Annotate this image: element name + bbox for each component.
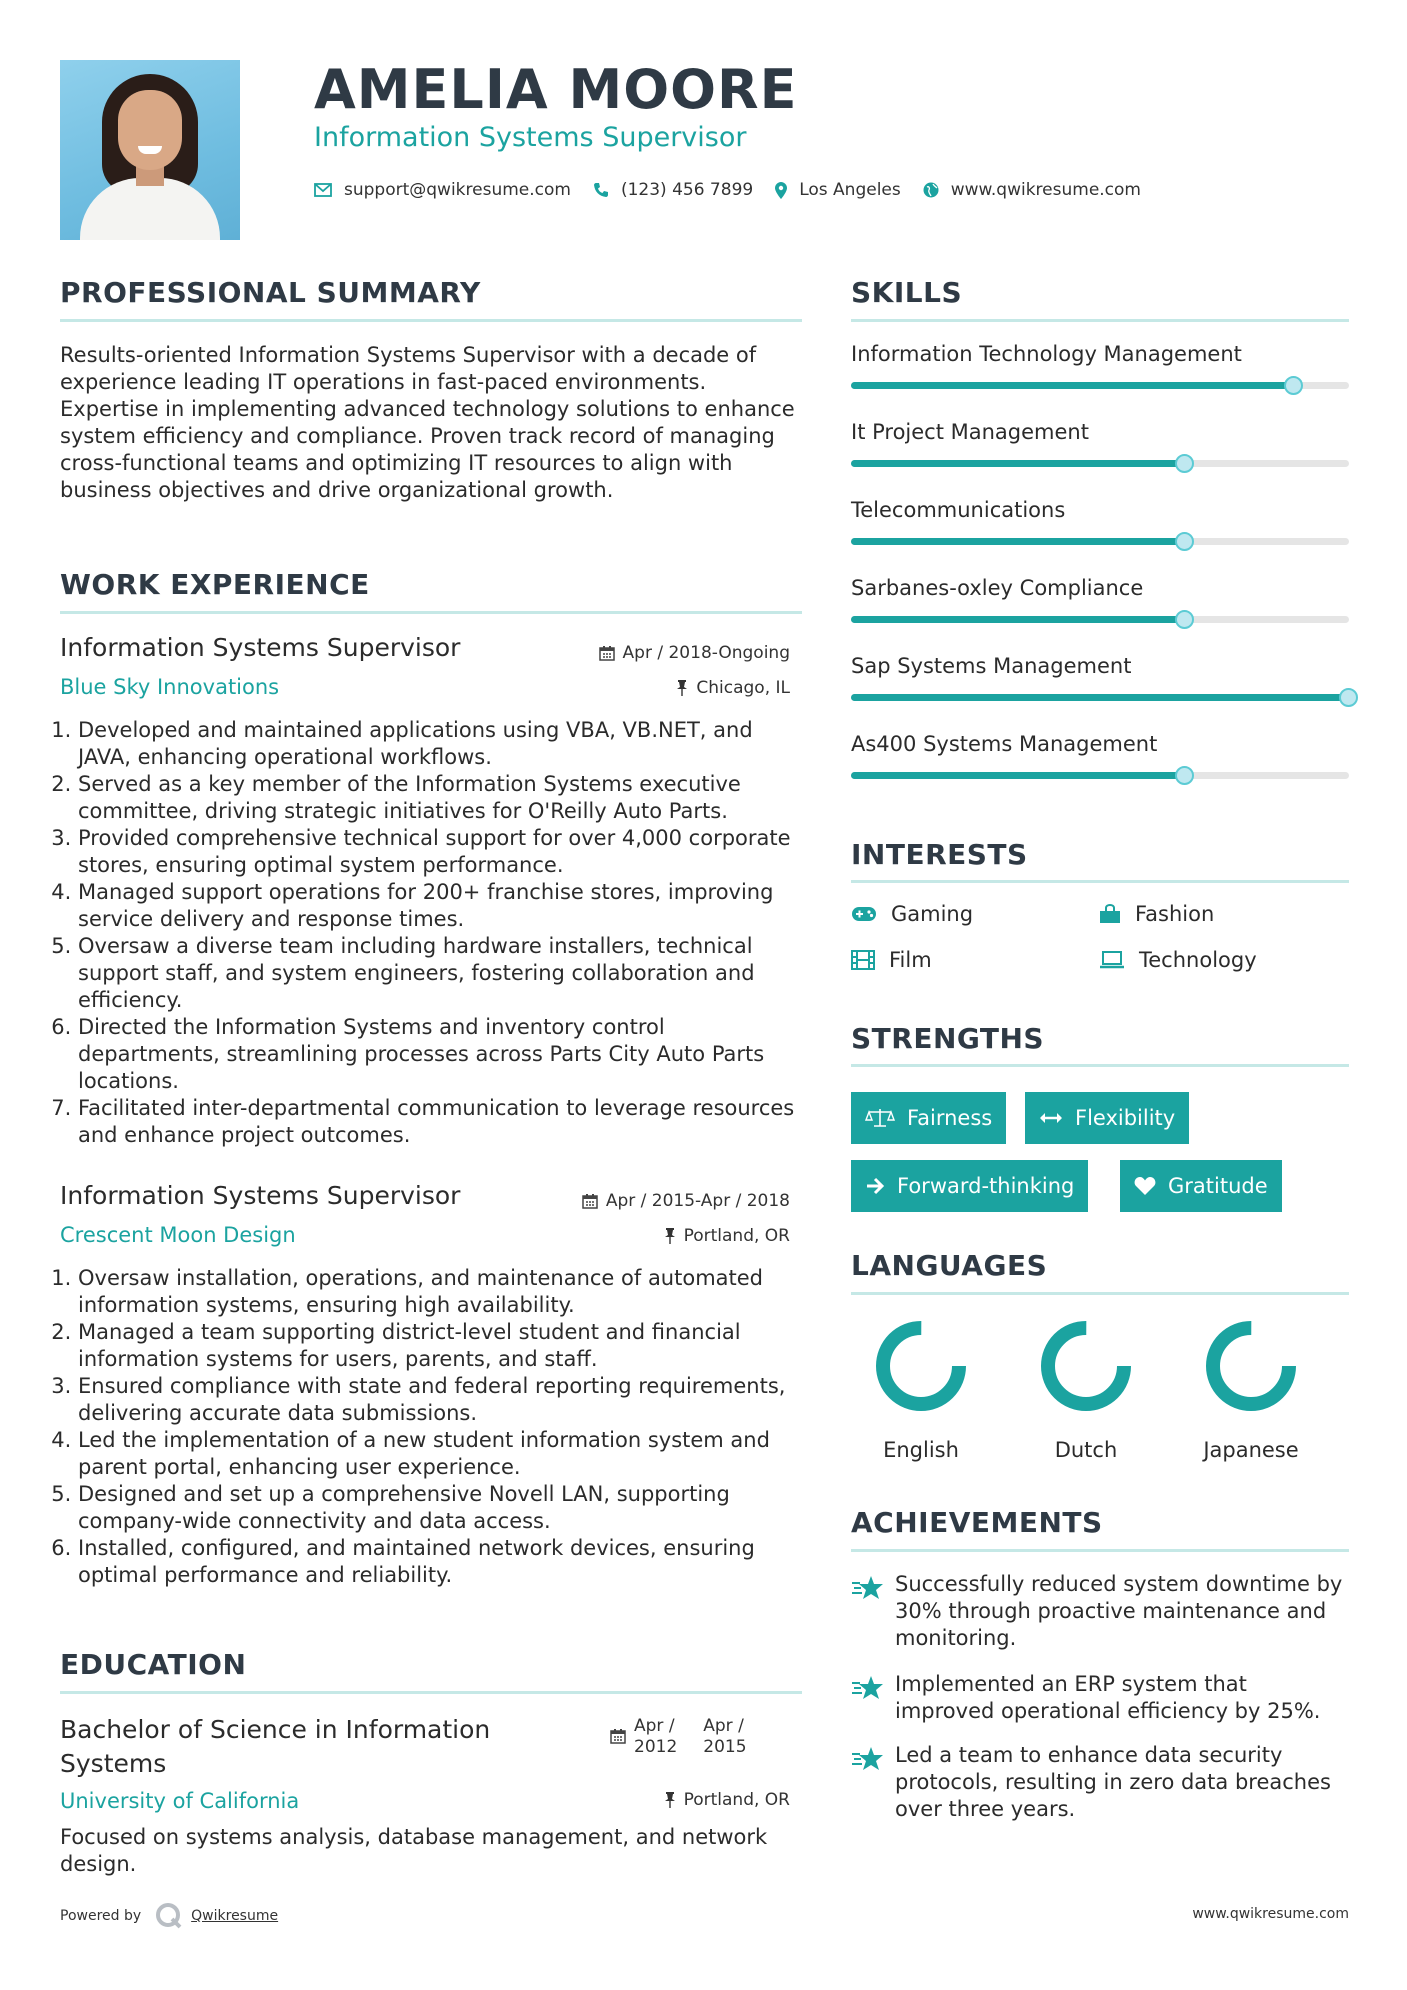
star-icon: [851, 1671, 895, 1725]
list-item: 5. Designed and set up a comprehensive Novell LAN, supporting company-wide connectivity and data access.: [78, 1481, 800, 1535]
pushpin-icon: [664, 1792, 676, 1808]
skill-label: It Project Management: [851, 420, 1089, 444]
job-location: Chicago, IL: [676, 678, 790, 698]
arrow-right-icon: [865, 1176, 885, 1196]
skill-bar-fill: [851, 460, 1185, 467]
laptop-icon: [1099, 951, 1125, 969]
footer-url[interactable]: www.qwikresume.com: [1192, 1906, 1349, 1922]
achievement-item: Implemented an ERP system that improved operational efficiency by 25%.: [851, 1671, 1351, 1725]
language-ring: [1203, 1318, 1299, 1414]
list-item: 4. Led the implementation of a new student information system and parent portal, enhancing user experience.: [78, 1427, 800, 1481]
strengths-divider: [851, 1064, 1349, 1067]
skill-bar-fill: [851, 616, 1185, 623]
envelope-icon: [314, 183, 332, 197]
heart-icon: [1134, 1176, 1156, 1196]
skill-bar-knob: [1175, 610, 1194, 629]
summary-divider: [60, 319, 802, 322]
strength-tag: Gratitude: [1120, 1160, 1282, 1212]
qwikresume-logo-icon: [155, 1902, 183, 1930]
achievement-item: Led a team to enhance data security protocols, resulting in zero data breaches over three years.: [851, 1742, 1351, 1823]
job-title: Information Systems Supervisor: [60, 1181, 461, 1210]
school-name: University of California: [60, 1789, 300, 1813]
list-item: 1. Oversaw installation, operations, and maintenance of automated information systems, ensuring high availability.: [78, 1265, 800, 1319]
degree-title: Bachelor of Science in Information: [60, 1715, 491, 1744]
contact-bar: [314, 180, 1163, 200]
skill-item: [851, 498, 1349, 545]
language-item: [851, 1318, 991, 1462]
interests-heading: INTERESTS: [851, 838, 1028, 871]
language-ring-arc: [883, 1328, 959, 1404]
skill-label: Sarbanes-oxley Compliance: [851, 576, 1144, 600]
strength-tag: Flexibility: [1025, 1092, 1189, 1144]
contact-location: Los Angeles: [775, 180, 901, 200]
interest-item: Film: [851, 948, 932, 972]
skill-bar-knob: [1175, 532, 1194, 551]
interest-item: Fashion: [1099, 902, 1214, 926]
strength-tag: Fairness: [851, 1092, 1006, 1144]
languages-divider: [851, 1292, 1349, 1295]
skill-item: [851, 420, 1349, 467]
arrows-icon: [1039, 1112, 1063, 1124]
list-item: 4. Managed support operations for 200+ franchise stores, improving service delivery and response times.: [78, 879, 800, 933]
skill-bar: [851, 538, 1349, 545]
education-dates: Apr / 2012 Apr / 2015: [610, 1716, 747, 1758]
degree-title-cont: Systems: [60, 1749, 167, 1778]
skill-item: [851, 576, 1349, 623]
list-item: 1. Developed and maintained applications using VBA, VB.NET, and JAVA, enhancing operational workflows.: [78, 717, 800, 771]
achievement-item: Successfully reduced system downtime by 30% through proactive maintenance and monitoring.: [851, 1571, 1351, 1652]
language-item: [1016, 1318, 1156, 1462]
languages-heading: LANGUAGES: [851, 1249, 1048, 1282]
language-label: Dutch: [1054, 1438, 1118, 1462]
strength-tag: Forward-thinking: [851, 1160, 1088, 1212]
globe-icon: [923, 182, 939, 198]
list-item: 5. Oversaw a diverse team including hardware installers, technical support staff, and system engineers, fostering collaboration and efficiency.: [78, 933, 800, 1014]
job-company: Crescent Moon Design: [60, 1223, 296, 1247]
candidate-title: Information Systems Supervisor: [314, 122, 747, 153]
list-item: 3. Ensured compliance with state and federal reporting requirements, delivering accurate data submissions.: [78, 1373, 800, 1427]
skill-bar: [851, 772, 1349, 779]
contact-phone[interactable]: (123) 456 7899: [593, 180, 753, 200]
bag-icon: [1099, 904, 1121, 924]
strengths-heading: STRENGTHS: [851, 1022, 1045, 1055]
star-icon: [851, 1571, 895, 1652]
education-divider: [60, 1691, 802, 1694]
skill-item: [851, 654, 1349, 701]
interest-item: Technology: [1099, 948, 1257, 972]
skill-label: Sap Systems Management: [851, 654, 1132, 678]
job-title: Information Systems Supervisor: [60, 633, 461, 662]
list-item: 7. Facilitated inter-departmental communication to leverage resources and enhance project outcomes.: [78, 1095, 800, 1149]
skill-label: Telecommunications: [851, 498, 1066, 522]
summary-heading: PROFESSIONAL SUMMARY: [60, 276, 481, 309]
language-label: Japanese: [1203, 1438, 1299, 1462]
language-ring: [1038, 1318, 1134, 1414]
pushpin-icon: [676, 680, 688, 696]
candidate-name: AMELIA MOORE: [314, 58, 798, 121]
education-location: Portland, OR: [664, 1790, 790, 1810]
skill-bar-knob: [1175, 766, 1194, 785]
skill-bar: [851, 616, 1349, 623]
skills-heading: SKILLS: [851, 276, 963, 309]
language-ring-arc: [1213, 1328, 1289, 1404]
skill-bar-knob: [1284, 376, 1303, 395]
job-dates: Apr / 2015-Apr / 2018: [582, 1191, 790, 1211]
scale-icon: [865, 1108, 895, 1128]
gamepad-icon: [851, 906, 877, 922]
skill-bar-knob: [1175, 454, 1194, 473]
skill-bar-knob: [1339, 688, 1358, 707]
skill-item: [851, 732, 1349, 779]
list-item: 2. Managed a team supporting district-level student and financial information systems for users, parents, and staff.: [78, 1319, 800, 1373]
list-item: 2. Served as a key member of the Information Systems executive committee, driving strategic initiatives for O'Reilly Auto Parts.: [78, 771, 800, 825]
film-icon: [851, 950, 875, 970]
interests-divider: [851, 880, 1349, 883]
interest-item: Gaming: [851, 902, 973, 926]
skill-bar: [851, 382, 1349, 389]
experience-heading: WORK EXPERIENCE: [60, 568, 370, 601]
job-location: Portland, OR: [664, 1226, 790, 1246]
list-item: 6. Directed the Information Systems and inventory control departments, streamlining processes across Parts City Auto Parts locations.: [78, 1014, 800, 1095]
language-ring: [873, 1318, 969, 1414]
footer-powered-by: Powered by Qwikresume: [60, 1902, 278, 1930]
summary-text: Results-oriented Information Systems Supervisor with a decade of experience leading IT operations in fast-paced environments. Expertise in implementing advanced technology solutions to enhance system efficiency and compliance. Proven track record of managing cross-functional teams and optimizing IT resources to align with business objectives and drive organizational growth.: [60, 343, 795, 502]
skill-item: [851, 342, 1349, 389]
job-bullets: [60, 717, 800, 1149]
calendar-icon: [582, 1193, 598, 1209]
star-icon: [851, 1742, 895, 1823]
skill-label: As400 Systems Management: [851, 732, 1158, 756]
skill-bar-fill: [851, 382, 1294, 389]
skill-bar-fill: [851, 694, 1349, 701]
language-item: [1181, 1318, 1321, 1462]
skill-bar: [851, 460, 1349, 467]
qwikresume-link[interactable]: Qwikresume: [191, 1908, 279, 1924]
job-company: Blue Sky Innovations: [60, 675, 280, 699]
contact-website[interactable]: www.qwikresume.com: [923, 180, 1141, 200]
job-bullets: [60, 1265, 800, 1589]
map-pin-icon: [775, 182, 787, 199]
language-label: English: [883, 1438, 959, 1462]
job-dates: Apr / 2018-Ongoing: [599, 643, 790, 663]
achievements-divider: [851, 1549, 1349, 1552]
education-description: Focused on systems analysis, database management, and network design.: [60, 1825, 768, 1876]
list-item: 6. Installed, configured, and maintained network devices, ensuring optimal performance and reliability.: [78, 1535, 800, 1589]
contact-email[interactable]: support@qwikresume.com: [314, 180, 571, 200]
calendar-icon: [610, 1728, 626, 1744]
pushpin-icon: [664, 1228, 676, 1244]
skill-bar: [851, 694, 1349, 701]
achievements-heading: ACHIEVEMENTS: [851, 1506, 1103, 1539]
profile-photo: [60, 60, 240, 240]
phone-icon: [593, 182, 609, 198]
language-ring-arc: [1048, 1328, 1124, 1404]
calendar-icon: [599, 645, 615, 661]
skill-label: Information Technology Management: [851, 342, 1242, 366]
skill-bar-fill: [851, 538, 1185, 545]
education-heading: EDUCATION: [60, 1648, 247, 1681]
experience-divider: [60, 611, 802, 614]
list-item: 3. Provided comprehensive technical support for over 4,000 corporate stores, ensuring optimal system performance.: [78, 825, 800, 879]
skills-divider: [851, 319, 1349, 322]
skill-bar-fill: [851, 772, 1185, 779]
